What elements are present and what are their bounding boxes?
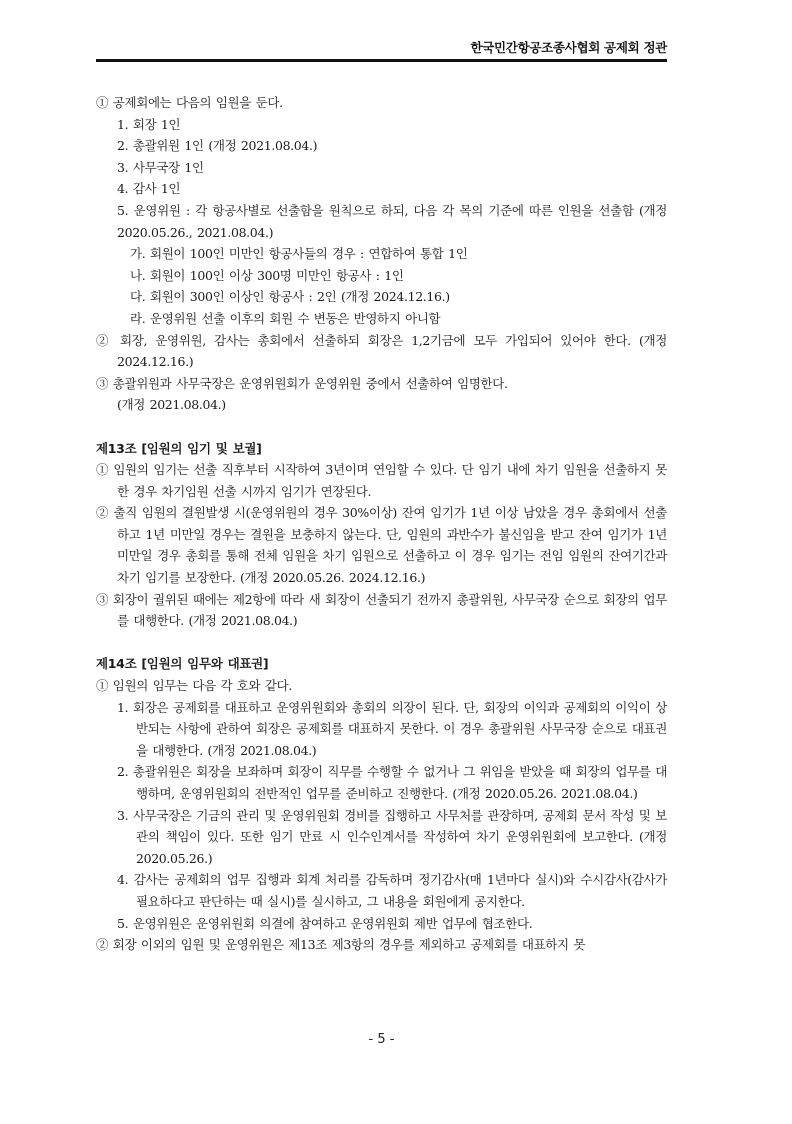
list-item: 5. 운영위원 : 각 항공사별로 선출함을 원칙으로 하되, 다음 각 목의 기준에 따른 인원을 선출함 (개정 2020.05.26., 2021.08.04.) [117, 202, 667, 240]
list-item: 1. 회장 1인 [117, 116, 181, 132]
list-item: 5. 운영위원은 운영위원회 의결에 참여하고 운영위원회 제반 업무에 협조한다. [117, 915, 533, 931]
list-item: 3. 사무국장 1인 [117, 159, 204, 175]
clause-2: ② 회장, 운영위원, 감사는 총회에서 선출하되 회장은 1,2기금에 모두 가입되어 있어야 한다. (개정 2024.12.16.) [96, 332, 667, 370]
article-14-title: 제14조 [임원의 임무와 대표권] [96, 656, 269, 672]
list-item: 2. 총괄위원 1인 (개정 2021.08.04.) [117, 138, 318, 154]
sub-item: 라. 운영위원 선출 이후의 회원 수 변동은 반영하지 아니함 [130, 310, 441, 326]
sub-item: 나. 회원이 100인 이상 300명 미만인 항공사 : 1인 [130, 267, 404, 283]
sub-item: 다. 회원이 300인 이상인 항공사 : 2인 (개정 2024.12.16.) [130, 289, 450, 305]
clause-3: ③ 총괄위원과 사무국장은 운영위원회가 운영위원 중에서 선출하여 임명한다. [96, 375, 508, 391]
page-number: - 5 - [368, 1032, 395, 1047]
clause-1: ① 공제회에는 다음의 임원을 둔다. [96, 95, 283, 110]
article-14-clause-2: ② 회장 이외의 임원 및 운영위원은 제13조 제3항의 경우를 제외하고 공제회를 대표하지 못 [96, 937, 586, 953]
list-item: 4. 감사 1인 [117, 181, 181, 197]
document-body [96, 92, 667, 956]
list-item: 3. 사무국장은 기금의 관리 및 운영위원회 경비를 집행하고 사무처를 관장하며, 공제회 문서 작성 및 보관의 책임이 있다. 또한 임기 만료 시 인수인계서를 작성하여 차기 운영위원회에 보고한다. (개정 2020.05.26.) [117, 807, 667, 866]
article-13-clause-3: ③ 회장이 궐위된 때에는 제2항에 따라 새 회장이 선출되기 전까지 총괄위원, 사무국장 순으로 회장의 업무를 대행한다. (개정 2021.08.04.) [96, 591, 667, 629]
sub-item: 가. 회원이 100인 미만인 항공사들의 경우 : 연합하여 통합 1인 [130, 246, 468, 262]
page-header: 한국민간항공조종사협회 공제회 정관 [470, 40, 667, 55]
list-item: 2. 총괄위원은 회장을 보좌하며 회장이 직무를 수행할 수 없거나 그 위임을 받았을 때 회장의 업무를 대행하며, 운영위원회의 전반적인 업무를 준비하고 진행한다. (개정 2020.05.26. 2021.08.04.) [117, 764, 667, 801]
header-rule [96, 59, 667, 62]
list-item: 1. 회장은 공제회를 대표하고 운영위원회와 총회의 의장이 된다. 단, 회장의 이익과 공제회의 이익이 상반되는 사항에 관하여 회장은 공제회를 대표하지 못한다. 이 경우 총괄위원 사무국장 순으로 대표권을 대행한다. (개정 2021.08.04.) [117, 699, 667, 758]
article-13-clause-1: ① 임원의 임기는 선출 직후부터 시작하여 3년이며 연임할 수 있다. 단 임기 내에 차기 임원을 선출하지 못한 경우 차기임원 선출 시까지 임기가 연장된다. [96, 462, 667, 499]
article-13-clause-2: ② 출직 임원의 결원발생 시(운영위원의 경우 30%이상) 잔여 임기가 1년 이상 남았을 경우 총회에서 선출하고 1년 미만일 경우는 결원을 보충하지 않는다. 단, 임원의 과반수가 불신임을 받고 잔여 임기가 1년 미만일 경우 총회를 통해 전체 임원을 차기 임원으로 선출하고 이 경우 임기는 전임 임원의 잔여기간과 차기 임기를 보장한다. (개정 2020.05.26. 2024.12.16.) [96, 505, 667, 586]
article-13-title: 제13조 [임원의 임기 및 보궐] [96, 440, 262, 456]
clause-3-revision: (개정 2021.08.04.) [117, 397, 226, 413]
list-item: 4. 감사는 공제회의 업무 집행과 회계 처리를 감독하며 정기감사(매 1년마다 실시)와 수시감사(감사가 필요하다고 판단하는 때 실시)를 실시하고, 그 내용을 회원에게 공지한다. [117, 872, 667, 909]
article-14-clause-1: ① 임원의 임무는 다음 각 호와 같다. [96, 678, 292, 694]
